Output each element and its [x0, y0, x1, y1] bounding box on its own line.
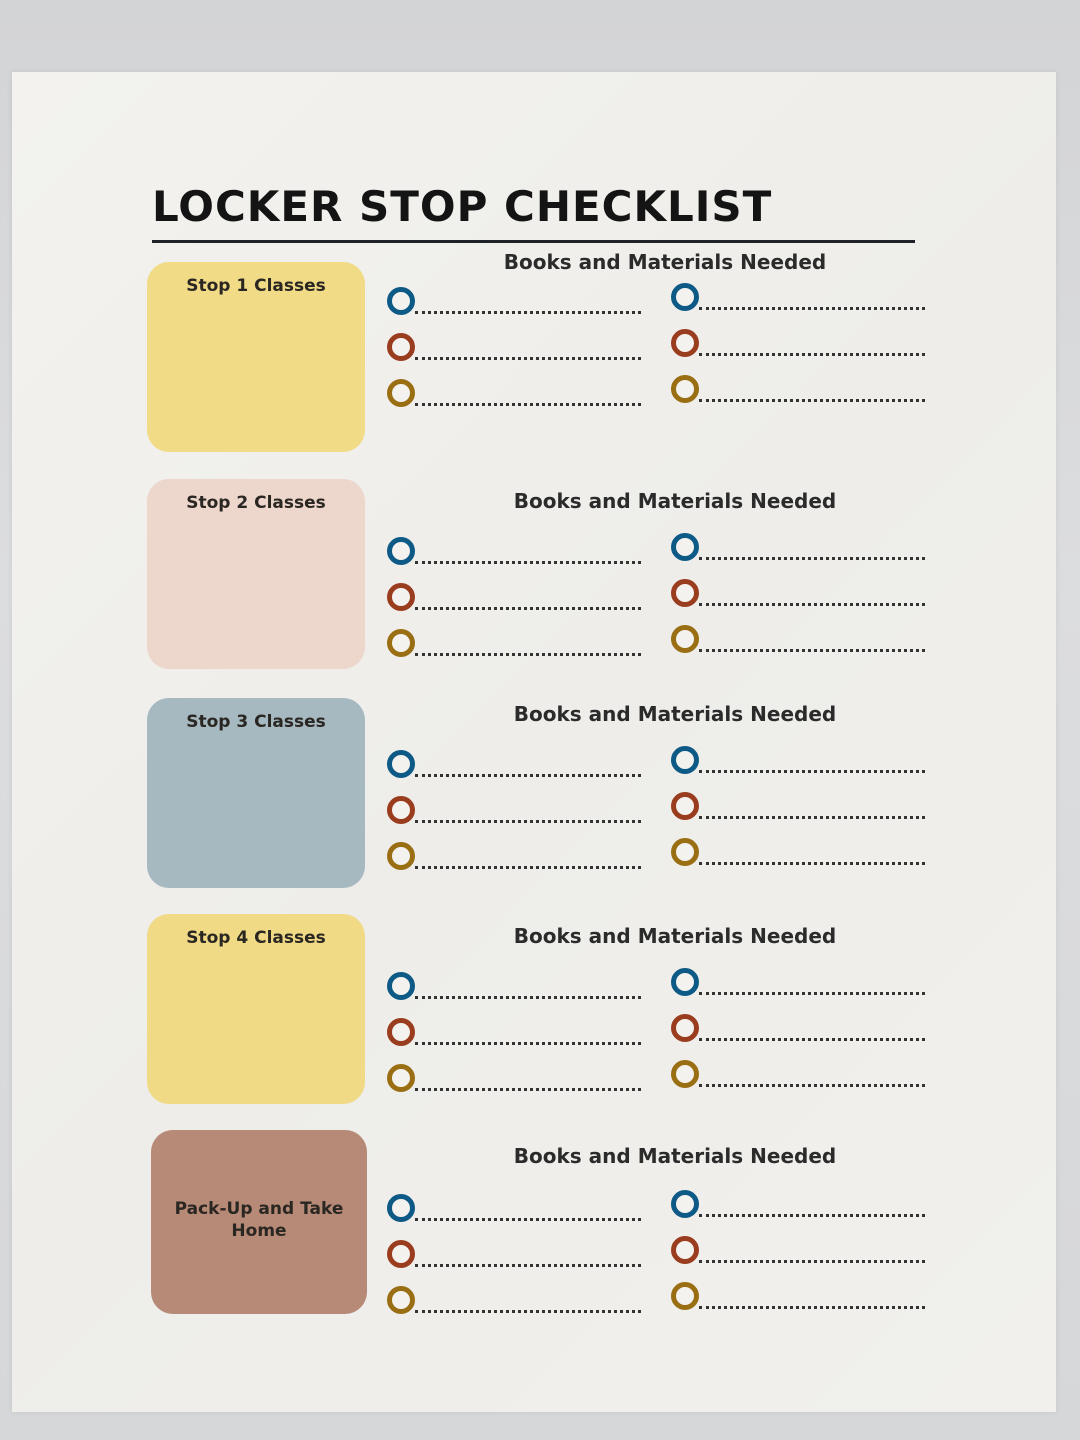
write-in-line	[415, 820, 641, 823]
write-in-line	[415, 311, 641, 314]
stop-4-label: Stop 4 Classes	[186, 928, 326, 948]
write-in-line	[415, 1264, 641, 1267]
write-in-line	[415, 1042, 641, 1045]
write-in-line	[699, 399, 925, 402]
checkbox-circle-icon[interactable]	[671, 1282, 699, 1310]
stop-2-heading: Books and Materials Needed	[513, 489, 837, 513]
stop-3-heading: Books and Materials Needed	[513, 702, 837, 726]
checkbox-circle-icon[interactable]	[671, 375, 699, 403]
stop-1-box	[147, 262, 365, 452]
checkbox-circle-icon[interactable]	[387, 1064, 415, 1092]
checkbox-circle-icon[interactable]	[671, 792, 699, 820]
checkbox-circle-icon[interactable]	[387, 972, 415, 1000]
write-in-line	[415, 561, 641, 564]
checkbox-circle-icon[interactable]	[387, 750, 415, 778]
checkbox-circle-icon[interactable]	[671, 283, 699, 311]
write-in-line	[699, 770, 925, 773]
pack-up-box	[151, 1130, 367, 1314]
checkbox-circle-icon[interactable]	[671, 625, 699, 653]
checkbox-circle-icon[interactable]	[387, 537, 415, 565]
stop-4-heading: Books and Materials Needed	[513, 924, 837, 948]
checkbox-circle-icon[interactable]	[671, 579, 699, 607]
write-in-line	[699, 1214, 925, 1217]
write-in-line	[699, 992, 925, 995]
write-in-line	[699, 816, 925, 819]
write-in-line	[699, 1038, 925, 1041]
stop-4-box	[147, 914, 365, 1104]
checkbox-circle-icon[interactable]	[671, 329, 699, 357]
pack-up-heading: Books and Materials Needed	[513, 1144, 837, 1168]
checkbox-circle-icon[interactable]	[387, 1286, 415, 1314]
write-in-line	[699, 1260, 925, 1263]
pack-up-label: Pack-Up and Take Home	[174, 1199, 344, 1241]
stop-1-heading: Books and Materials Needed	[503, 250, 827, 274]
checkbox-circle-icon[interactable]	[671, 838, 699, 866]
checkbox-circle-icon[interactable]	[387, 1194, 415, 1222]
write-in-line	[415, 1310, 641, 1313]
stop-3-label: Stop 3 Classes	[186, 712, 326, 732]
stop-2-box	[147, 479, 365, 669]
write-in-line	[699, 1084, 925, 1087]
checkbox-circle-icon[interactable]	[671, 746, 699, 774]
write-in-line	[415, 996, 641, 999]
write-in-line	[415, 1088, 641, 1091]
write-in-line	[699, 307, 925, 310]
write-in-line	[699, 557, 925, 560]
write-in-line	[699, 862, 925, 865]
checkbox-circle-icon[interactable]	[671, 1014, 699, 1042]
write-in-line	[415, 607, 641, 610]
checkbox-circle-icon[interactable]	[387, 583, 415, 611]
write-in-line	[699, 649, 925, 652]
write-in-line	[415, 866, 641, 869]
write-in-line	[699, 1306, 925, 1309]
checkbox-circle-icon[interactable]	[387, 287, 415, 315]
checkbox-circle-icon[interactable]	[671, 1060, 699, 1088]
write-in-line	[699, 603, 925, 606]
page-title: LOCKER STOP CHECKLIST	[152, 182, 773, 231]
checkbox-circle-icon[interactable]	[387, 1240, 415, 1268]
checkbox-circle-icon[interactable]	[387, 1018, 415, 1046]
checkbox-circle-icon[interactable]	[671, 533, 699, 561]
stop-3-box	[147, 698, 365, 888]
write-in-line	[415, 774, 641, 777]
checkbox-circle-icon[interactable]	[387, 629, 415, 657]
checkbox-circle-icon[interactable]	[671, 1236, 699, 1264]
write-in-line	[699, 353, 925, 356]
write-in-line	[415, 653, 641, 656]
write-in-line	[415, 403, 641, 406]
write-in-line	[415, 357, 641, 360]
checkbox-circle-icon[interactable]	[387, 379, 415, 407]
title-underline	[152, 240, 915, 243]
checkbox-circle-icon[interactable]	[387, 842, 415, 870]
stop-2-label: Stop 2 Classes	[186, 493, 326, 513]
checkbox-circle-icon[interactable]	[387, 796, 415, 824]
checkbox-circle-icon[interactable]	[671, 1190, 699, 1218]
stop-1-label: Stop 1 Classes	[186, 276, 326, 296]
write-in-line	[415, 1218, 641, 1221]
checkbox-circle-icon[interactable]	[387, 333, 415, 361]
checkbox-circle-icon[interactable]	[671, 968, 699, 996]
